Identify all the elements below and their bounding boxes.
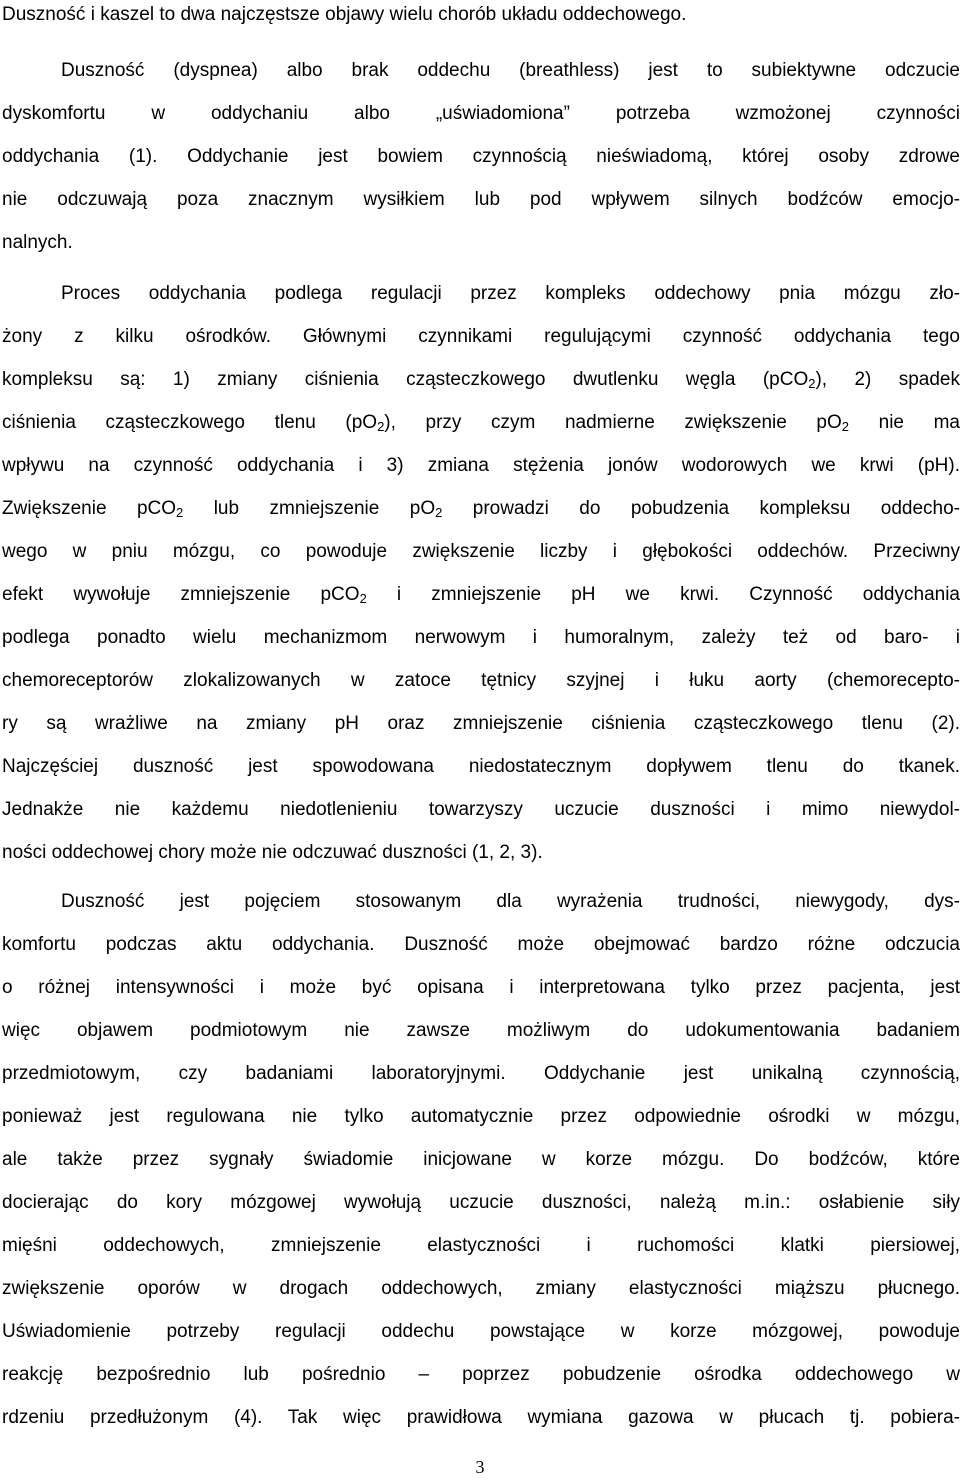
text-line: wpływu na czynność oddychania i 3) zmiana stężenia jonów wodorowych we krwi (pH). (2, 455, 960, 476)
text-line: Uświadomienie potrzeby regulacji oddechu powstające w korze mózgowej, powoduje (2, 1321, 960, 1342)
text-line: dyskomfortu w oddychaniu albo „uświadomiona” potrzeba wzmożonej czynności (2, 103, 960, 124)
text-line: kompleksu są: 1) zmiany ciśnienia cząsteczkowego dwutlenku węgla (pCO$_2$), 2) spadek (2, 369, 960, 391)
subscript-2: 2 (377, 419, 385, 434)
text-line: wego w pniu mózgu, co powoduje zwiększenie liczby i głębokości oddechów. Przeciwny (2, 541, 960, 562)
text-line: oddychania (1). Oddychanie jest bowiem czynnością nieświadomą, której osoby zdrowe (2, 146, 960, 167)
text-line: nie odczuwają poza znacznym wysiłkiem lub pod wpływem silnych bodźców emocjo- (2, 189, 960, 210)
subscript-2: 2 (841, 419, 850, 434)
text-line: zwiększenie oporów w drogach oddechowych, zmiany elastyczności miąższu płucnego. (2, 1278, 960, 1299)
text-line: ry są wrażliwe na zmiany pH oraz zmniejszenie ciśnienia cząsteczkowego tlenu (2). (2, 713, 960, 734)
text-line: komfortu podczas aktu oddychania. Duszność może obejmować bardzo różne odczucia (2, 934, 960, 955)
text-line: reakcję bezpośrednio lub pośrednio – poprzez pobudzenie ośrodka oddechowego w (2, 1364, 960, 1385)
text-line: Jednakże nie każdemu niedotlenieniu towarzyszy uczucie duszności i mimo niewydol- (2, 799, 960, 820)
text-line: Proces oddychania podlega regulacji przez kompleks oddechowy pnia mózgu zło- (61, 283, 960, 304)
text-line: więc objawem podmiotowym nie zawsze możliwym do udokumentowania badaniem (2, 1020, 960, 1041)
text-line: przedmiotowym, czy badaniami laboratoryjnymi. Oddychanie jest unikalną czynnością, (2, 1063, 960, 1084)
text-line: chemoreceptorów zlokalizowanych w zatoce tętnicy szyjnej i łuku aorty (chemorecepto- (2, 670, 960, 691)
text-line: Duszność jest pojęciem stosowanym dla wyrażenia trudności, niewygody, dys- (61, 891, 960, 912)
text-line: o różnej intensywności i może być opisana i interpretowana tylko przez pacjenta, jest (2, 977, 960, 998)
subscript-2: 2 (359, 591, 367, 606)
text-line: Najczęściej duszność jest spowodowana niedostatecznym dopływem tlenu do tkanek. (2, 756, 960, 777)
subscript-2: 2 (176, 505, 184, 520)
text-line: Zwiększenie pCO$_2$ lub zmniejszenie $pO_2$ prowadzi do pobudzenia kompleksu oddecho- (2, 498, 960, 520)
page-number: 3 (475, 1457, 485, 1477)
text-line: rdzeniu przedłużonym (4). Tak więc prawidłowa wymiana gazowa w płucach tj. pobiera- (2, 1407, 960, 1428)
text-line: Duszność (dyspnea) albo brak oddechu (breathless) jest to subiektywne odczucie (61, 60, 960, 81)
text-line: docierając do kory mózgowej wywołują uczucie duszności, należą m.in.: osłabienie siły (2, 1192, 960, 1213)
subscript-2: 2 (808, 376, 816, 391)
text-line: ciśnienia cząsteczkowego tlenu $(pO_2)$, przy czym nadmierne zwiększenie $pO_2$ nie ma (2, 412, 960, 434)
text-line: nalnych. (2, 232, 73, 253)
text-line: podlega ponadto wielu mechanizmom nerwowym i humoralnym, zależy też od baro- i (2, 627, 960, 648)
text-line: żony z kilku ośrodków. Głównymi czynnikami regulującymi czynność oddychania tego (2, 326, 960, 347)
text-line: Duszność i kaszel to dwa najczęstsze objawy wielu chorób układu oddechowego. (2, 4, 687, 25)
subscript-2: 2 (435, 505, 443, 520)
text-line: efekt wywołuje zmniejszenie pCO$_2$ i zmniejszenie pH we krwi. Czynność oddychania (2, 584, 960, 606)
text-line: ności oddechowej chory może nie odczuwać duszności (1, 2, 3). (2, 842, 543, 863)
text-line: ponieważ jest regulowana nie tylko automatycznie przez odpowiednie ośrodki w mózgu, (2, 1106, 960, 1127)
text-line: mięśni oddechowych, zmniejszenie elastyczności i ruchomości klatki piersiowej, (2, 1235, 960, 1256)
text-line: ale także przez sygnały świadomie inicjowane w korze mózgu. Do bodźców, które (2, 1149, 960, 1170)
